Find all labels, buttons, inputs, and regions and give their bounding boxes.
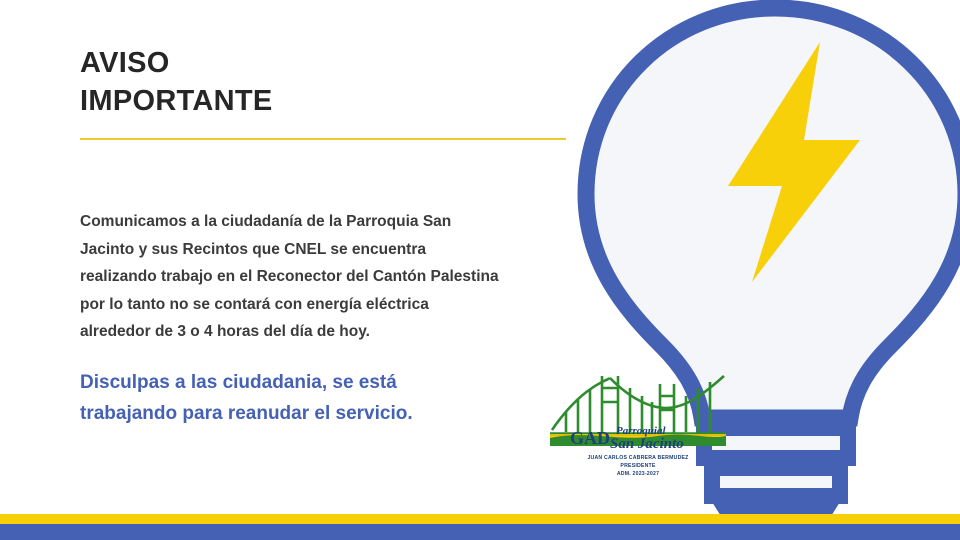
logo-caption-line-2: PRESIDENTE <box>620 463 656 470</box>
logo-caption <box>548 454 728 478</box>
logo-word-parroquial: Parroquial <box>616 425 666 437</box>
logo-caption-line-1: JUAN CARLOS CABRERA BERMUDEZ <box>587 455 689 461</box>
gad-parroquial-san-jacinto-logo <box>548 368 728 480</box>
footer-accent-bar-blue <box>0 524 960 540</box>
logo-caption-line-3: ADM. 2023-2027 <box>616 471 660 478</box>
lightning-bolt-icon <box>728 42 860 282</box>
title-line-1: AVISO <box>80 47 170 79</box>
logo-acronym: GAD <box>570 428 610 448</box>
notice-closing: Disculpas a las ciudadania, se está trabajando para reanudar el servicio. <box>80 372 413 424</box>
page-title <box>80 44 600 121</box>
title-divider <box>80 138 566 140</box>
logo-word-name: San Jacinto <box>610 436 684 452</box>
notice-body: Comunicamos a la ciudadanía de la Parroquia San Jacinto y sus Recintos que CNEL se encuentra realizando trabajo en el Reconector del Cantón Palestina por lo tanto no se contará con energía eléctrica alrededor de 3 o 4 horas del día de hoy. <box>80 213 499 341</box>
title-line-2: IMPORTANTE <box>80 85 273 118</box>
footer-accent-bar-yellow <box>0 514 960 524</box>
